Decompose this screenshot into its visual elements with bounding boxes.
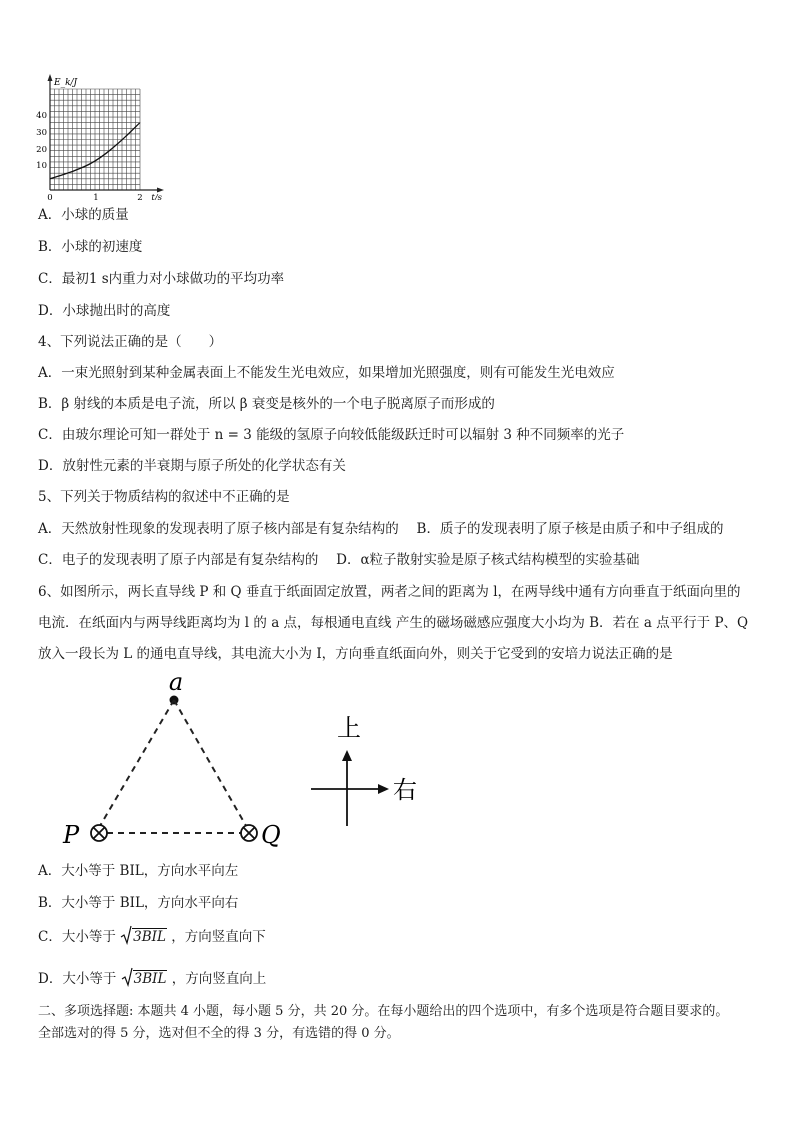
chart-xlabel: t/s <box>151 193 162 200</box>
up-arrow-icon <box>342 750 352 761</box>
sqrt-symbol-icon <box>121 967 133 987</box>
q6-stem-line3: 放入一段长为 L 的通电直导线，其电流大小为 I，方向垂直纸面向外，则关于它受到的安培力说法正确的是 <box>38 646 673 662</box>
sqrt-symbol-icon <box>120 925 132 945</box>
chart-xtick: 0 <box>47 193 53 200</box>
label-up: 上 <box>337 714 361 742</box>
sqrt-radicand: 3BIL <box>133 971 167 987</box>
sqrt-radicand: 3BIL <box>133 929 166 945</box>
dashed-line-a-q <box>174 700 249 831</box>
chart-xtick: 1 <box>93 193 99 200</box>
q5-options-cd: C．电子的发现表明了原子内部是有复杂结构的 D．α粒子散射实验是原子核式结构模型的实验基础 <box>38 552 640 568</box>
q6-option-d <box>38 970 266 988</box>
q6-option-c-prefix: C．大小等于 <box>38 929 116 945</box>
q6-option-d-prefix: D．大小等于 <box>38 971 117 987</box>
energy-time-chart <box>30 72 170 200</box>
q6-stem-line2: 电流．在纸面内与两导线距离均为 l 的 a 点，每根通电直线 产生的磁场磁感应强度大小均为 B．若在 a 点平行于 P、Q <box>38 615 749 631</box>
chart-xtick: 2 <box>137 193 143 200</box>
q3-option-a: A．小球的质量 <box>38 207 129 223</box>
q6-option-b: B．大小等于 BIL，方向水平向右 <box>38 895 239 911</box>
chart-ytick: 10 <box>36 161 47 171</box>
dashed-line-a-p <box>97 700 174 831</box>
label-right: 右 <box>393 776 417 804</box>
q3-option-d: D．小球抛出时的高度 <box>38 303 171 319</box>
q6-option-c-suffix: ，方向竖直向下 <box>171 929 266 945</box>
label-wire-q: Q <box>261 821 281 849</box>
chart-ylabel: E_k/J <box>54 78 78 88</box>
chart-ytick: 20 <box>36 145 47 155</box>
section2-instructions-line1: 二、多项选择题: 本题共 4 小题，每小题 5 分，共 20 分。在每小题给出的四个选项中，有多个选项是符合题目要求的。 <box>38 1004 729 1019</box>
section2-instructions-line2: 全部选对的得 5 分，选对但不全的得 3 分，有选错的得 0 分。 <box>38 1026 400 1041</box>
sqrt-expression <box>122 928 167 946</box>
q5-stem: 5、下列关于物质结构的叙述中不正确的是 <box>38 489 290 505</box>
q6-option-a: A．大小等于 BIL，方向水平向左 <box>38 863 239 879</box>
q6-option-d-suffix: ，方向竖直向上 <box>171 971 267 987</box>
label-point-a: a <box>168 668 184 696</box>
q3-option-c: C．最初1 s内重力对小球做功的平均功率 <box>38 271 285 287</box>
q4-stem: 4、下列说法正确的是（ ） <box>38 334 223 350</box>
right-arrow-icon <box>378 784 389 794</box>
sqrt-expression <box>123 970 168 988</box>
q5-options-ab: A．天然放射性现象的发现表明了原子核内部是有复杂结构的 B．质子的发现表明了原子核是由质子和中子组成的 <box>38 521 724 537</box>
chart-ytick: 30 <box>36 128 47 138</box>
q4-option-a: A．一束光照射到某种金属表面上不能发生光电效应，如果增加光照强度，则有可能发生光电效应 <box>38 365 615 381</box>
chart-ytick: 40 <box>36 111 47 121</box>
wire-p-into-page-icon <box>91 825 107 841</box>
q6-stem-line1: 6、如图所示，两长直导线 P 和 Q 垂直于纸面固定放置，两者之间的距离为 l，在两导线中通有方向垂直于纸面向里的 <box>38 584 741 600</box>
q6-diagram <box>55 668 435 858</box>
q4-option-c: C．由玻尔理论可知一群处于 n = 3 能级的氢原子向较低能级跃迁时可以辐射 3 种不同频率的光子 <box>38 427 625 443</box>
label-wire-p: P <box>63 821 80 849</box>
q6-option-c <box>38 928 266 946</box>
q4-option-b: B．β 射线的本质是电子流，所以 β 衰变是核外的一个电子脱离原子而形成的 <box>38 396 495 412</box>
q4-option-d: D．放射性元素的半衰期与原子所处的化学状态有关 <box>38 458 346 474</box>
wire-q-into-page-icon <box>241 825 257 841</box>
direction-indicator <box>311 750 389 826</box>
q3-option-b: B．小球的初速度 <box>38 239 143 255</box>
